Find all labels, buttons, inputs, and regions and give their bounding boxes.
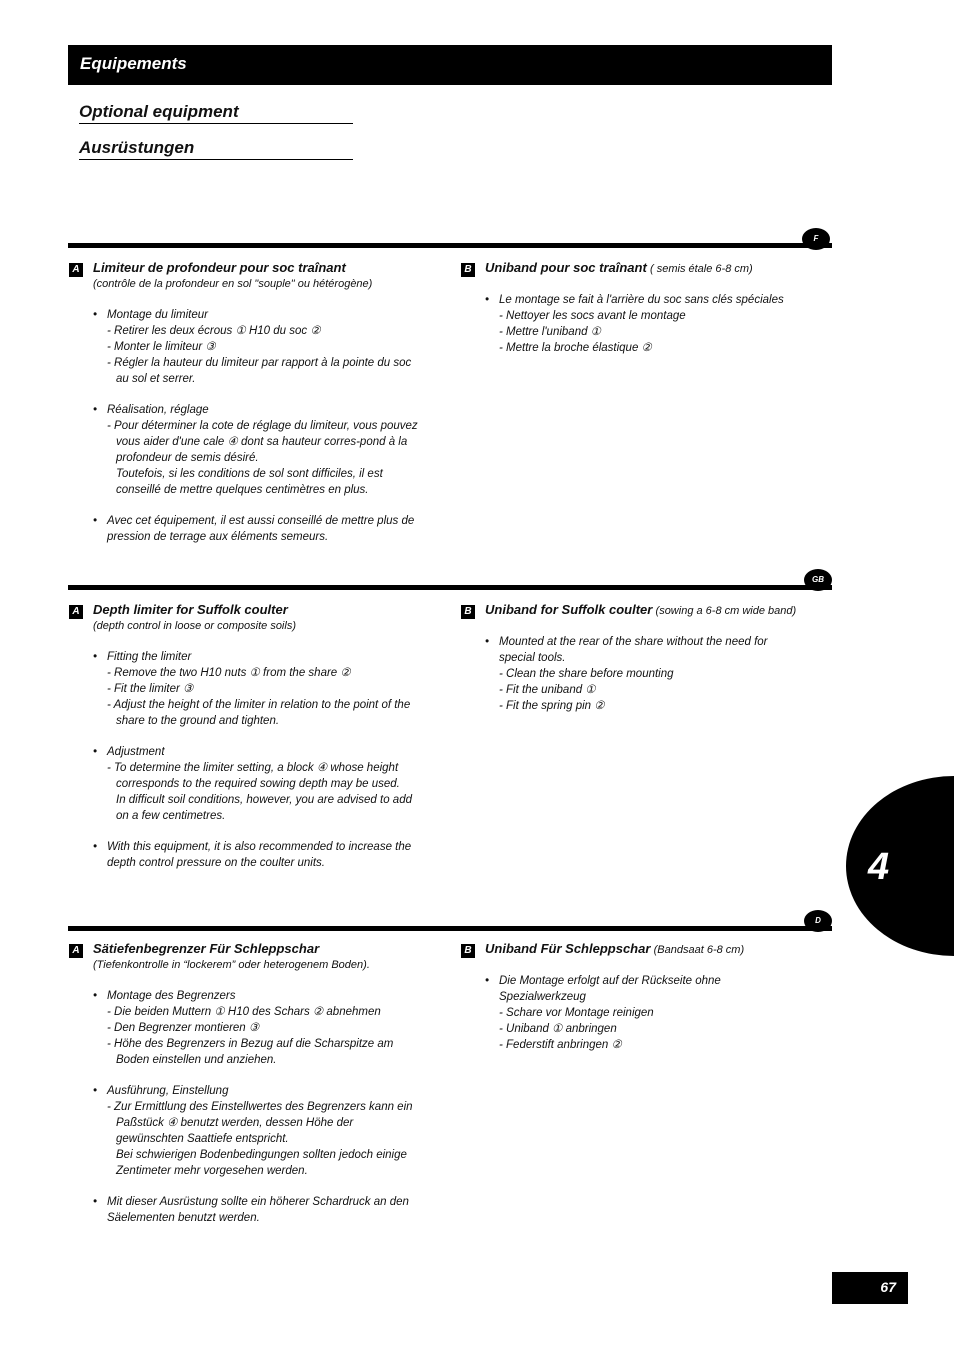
bullet-item: • With this equipment, it is also recommended to increase the depth control pressure on the coulter units. bbox=[93, 839, 423, 871]
block-fr-b-1 bbox=[485, 292, 805, 356]
lang-badge-de: D bbox=[804, 910, 832, 932]
label-b-gb: B bbox=[461, 605, 475, 619]
dash-item: - Den Begrenzer montieren ③ bbox=[107, 1022, 260, 1034]
dash-item: - To determine the limiter setting, a block ④ whose height corresponds to the required sowing depth may be used. bbox=[107, 762, 400, 790]
dash-item: - Fit the spring pin ② bbox=[499, 700, 605, 712]
dash-item: - Schare vor Montage reinigen bbox=[499, 1007, 654, 1019]
heading-note-fr-b: ( semis étale 6-8 cm) bbox=[650, 263, 753, 275]
dash-item: - Pour déterminer la cote de réglage du limiteur, vous pouvez vous aider d'une cale ④ dont sa hauteur corres-pond à la profondeur de semis désiré. bbox=[107, 420, 418, 464]
heading-fr-a: Limiteur de profondeur pour soc traînant bbox=[93, 260, 346, 275]
page-number-box bbox=[832, 1272, 908, 1304]
chapter-tab bbox=[846, 776, 954, 956]
dash-item: - Fit the uniband ① bbox=[499, 684, 596, 696]
section-de-a bbox=[93, 941, 423, 1226]
section-de-b bbox=[485, 941, 805, 1053]
bullet-item: • Ausführung, Einstellung bbox=[93, 1083, 423, 1099]
bullet-item: • Réalisation, réglage bbox=[93, 402, 423, 418]
heading-gb-b: Uniband for Suffolk coulter bbox=[485, 602, 653, 617]
dash-continuation: Toutefois, si les conditions de sol sont difficiles, il est conseillé de mettre quelques centimètres en plus. bbox=[116, 468, 383, 496]
dash-item: - Die beiden Muttern ① H10 des Schars ② abnehmen bbox=[107, 1006, 381, 1018]
section-rule-gb bbox=[68, 585, 832, 590]
page-number: 67 bbox=[880, 1279, 896, 1295]
heading-de-a: Sätiefenbegrenzer Für Schleppschar bbox=[93, 941, 320, 956]
block-gb-a-1 bbox=[93, 649, 423, 729]
block-de-a-3 bbox=[93, 1194, 423, 1226]
label-a-fr: A bbox=[69, 263, 83, 277]
title-bar bbox=[68, 45, 832, 85]
block-de-b-1 bbox=[485, 973, 805, 1053]
heading-de-b: Uniband Für Schleppschar bbox=[485, 941, 651, 956]
paren-fr-a: (contrôle de la profondeur en sol "souple" ou hétérogène) bbox=[93, 278, 373, 290]
subtitle-german: Ausrüstungen bbox=[79, 138, 353, 160]
label-b-fr: B bbox=[461, 263, 475, 277]
block-gb-b-1 bbox=[485, 634, 805, 714]
section-rule-fr bbox=[68, 243, 832, 248]
dash-item: - Monter le limiteur ③ bbox=[107, 341, 216, 353]
dash-item: - Remove the two H10 nuts ① from the share ② bbox=[107, 667, 351, 679]
dash-item: - Höhe des Begrenzers in Bezug auf die Scharspitze am Boden einstellen und anziehen. bbox=[107, 1038, 394, 1066]
heading-gb-a: Depth limiter for Suffolk coulter bbox=[93, 602, 288, 617]
bullet-item: • Mit dieser Ausrüstung sollte ein höherer Schardruck an den Säelementen benutzt werden. bbox=[93, 1194, 423, 1226]
heading-note-gb-b: (sowing a 6-8 cm wide band) bbox=[655, 605, 797, 617]
section-fr-b bbox=[485, 260, 805, 356]
bullet-item: • Adjustment bbox=[93, 744, 423, 760]
dash-item: - Adjust the height of the limiter in relation to the point of the share to the ground and tighten. bbox=[107, 699, 411, 727]
dash-item: - Clean the share before mounting bbox=[499, 668, 674, 680]
bullet-item: • Le montage se fait à l'arrière du soc sans clés spéciales bbox=[485, 292, 805, 308]
chapter-number: 4 bbox=[868, 846, 890, 888]
bullet-item: • Montage des Begrenzers bbox=[93, 988, 423, 1004]
dash-item: - Mettre la broche élastique ② bbox=[499, 342, 652, 354]
block-de-a-2 bbox=[93, 1083, 423, 1179]
dash-item: - Federstift anbringen ② bbox=[499, 1039, 622, 1051]
dash-continuation: In difficult soil conditions, however, you are advised to add on a few centimetres. bbox=[116, 794, 412, 822]
paren-gb-a: (depth control in loose or composite soils) bbox=[93, 620, 296, 632]
block-fr-a-1 bbox=[93, 307, 423, 387]
dash-item: - Régler la hauteur du limiteur par rapport à la pointe du soc au sol et serrer. bbox=[107, 357, 412, 385]
dash-item: - Zur Ermittlung des Einstellwertes des Begrenzers kann ein Paßstück ④ benutzt werden, dessen Höhe der gewünschten Saattiefe entspricht. bbox=[107, 1101, 413, 1145]
bullet-item: • Avec cet équipement, il est aussi conseillé de mettre plus de pression de terrage aux éléments semeurs. bbox=[93, 513, 423, 545]
section-gb-b bbox=[485, 602, 805, 714]
paren-de-a: (Tiefenkontrolle in “lockerem” oder heterogenem Boden). bbox=[93, 959, 370, 971]
dash-item: - Nettoyer les socs avant le montage bbox=[499, 310, 686, 322]
dash-item: - Uniband ① anbringen bbox=[499, 1023, 617, 1035]
dash-item: - Retirer les deux écrous ① H10 du soc ② bbox=[107, 325, 321, 337]
bullet-item: • Mounted at the rear of the share without the need for special tools. bbox=[485, 634, 805, 666]
page-title: Equipements bbox=[80, 54, 187, 73]
dash-item: - Mettre l'uniband ① bbox=[499, 326, 601, 338]
block-gb-a-2 bbox=[93, 744, 423, 824]
bullet-item: • Montage du limiteur bbox=[93, 307, 423, 323]
heading-note-de-b: (Bandsaat 6-8 cm) bbox=[653, 944, 745, 956]
block-fr-a-2 bbox=[93, 402, 423, 498]
bullet-item: • Fitting the limiter bbox=[93, 649, 423, 665]
block-gb-a-3 bbox=[93, 839, 423, 871]
section-rule-de bbox=[68, 926, 832, 931]
section-fr-a bbox=[93, 260, 423, 545]
dash-continuation: Bei schwierigen Bodenbedingungen sollten jedoch einige Zentimeter mehr vorgesehen werden. bbox=[116, 1149, 407, 1177]
block-de-a-1 bbox=[93, 988, 423, 1068]
label-b-de: B bbox=[461, 944, 475, 958]
block-fr-a-3 bbox=[93, 513, 423, 545]
section-gb-a bbox=[93, 602, 423, 871]
bullet-item: • Die Montage erfolgt auf der Rückseite ohne Spezialwerkzeug bbox=[485, 973, 805, 1005]
label-a-de: A bbox=[69, 944, 83, 958]
heading-fr-b: Uniband pour soc traînant bbox=[485, 260, 647, 275]
lang-badge-gb: GB bbox=[804, 569, 832, 591]
dash-item: - Fit the limiter ③ bbox=[107, 683, 194, 695]
label-a-gb: A bbox=[69, 605, 83, 619]
subtitle-english: Optional equipment bbox=[79, 102, 353, 124]
lang-badge-fr: F bbox=[802, 228, 830, 250]
